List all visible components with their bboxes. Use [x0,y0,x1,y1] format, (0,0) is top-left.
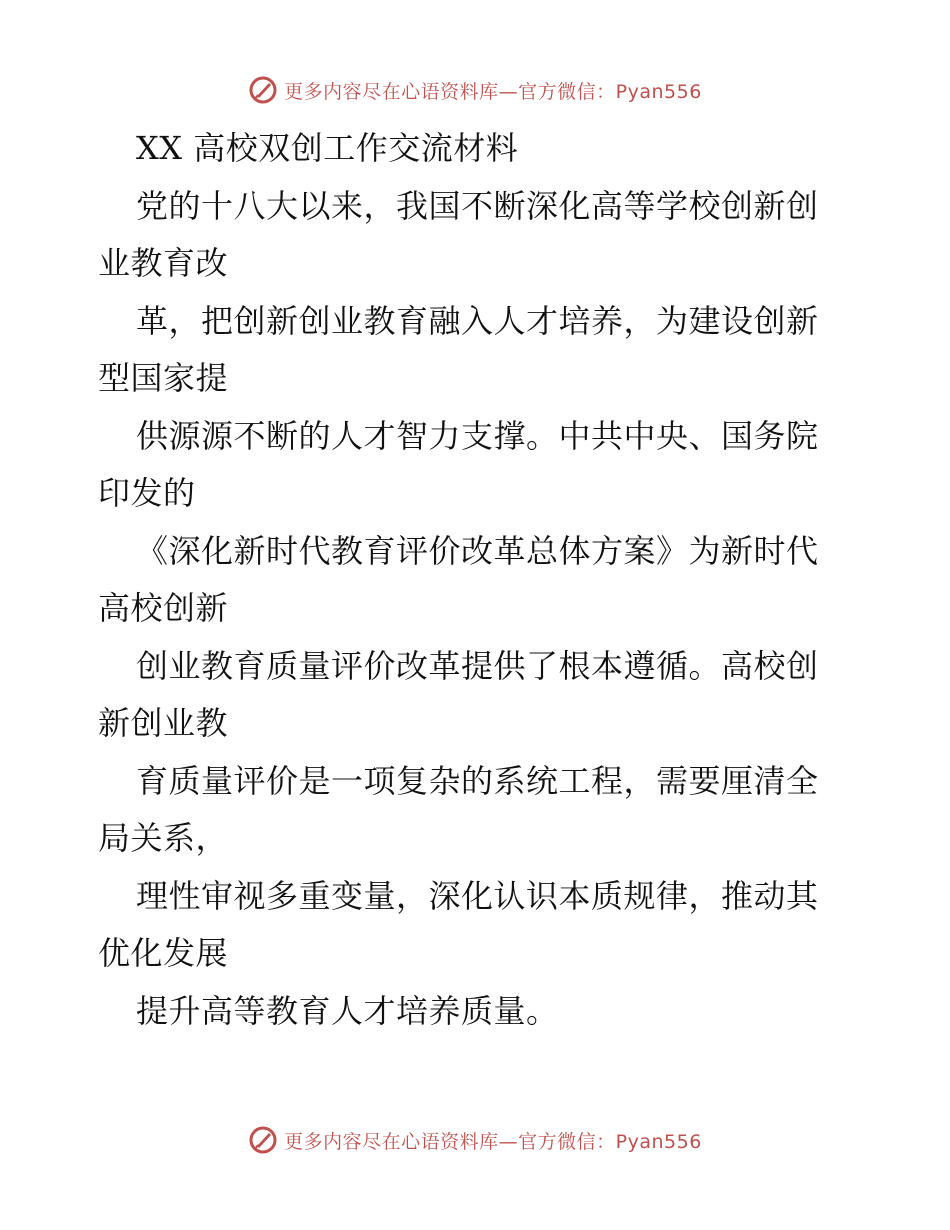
footer-banner [0,1120,950,1160]
document-line: 高校创新 [98,589,229,627]
document-line: 提升高等教育人才培养质量。 [136,991,559,1030]
document-title: XX 高校双创工作交流材料 [136,129,519,167]
document-line: 创业教育质量评价改革提供了根本遵循。高校创 [136,646,819,685]
footer-banner-text: 更多内容尽在心语资料库—官方微信：Pyan556 [284,1130,702,1153]
document-line: 业教育改 [98,244,229,282]
document-line: 党的十八大以来，我国不断深化高等学校创新创 [136,186,819,225]
quill-seal-icon [248,75,278,105]
document-line: 革，把创新创业教育融入人才培养，为建设创新 [136,301,819,340]
document-line: 新创业教 [98,704,229,742]
document-line: 育质量评价是一项复杂的系统工程，需要厘清全 [136,761,819,800]
document-line: 理性审视多重变量，深化认识本质规律，推动其 [136,876,819,915]
document-line: 优化发展 [98,934,229,972]
document-line: 印发的 [98,474,196,512]
quill-seal-icon [248,1125,278,1155]
document-line: 《深化新时代教育评价改革总体方案》为新时代 [136,531,819,570]
header-banner-text: 更多内容尽在心语资料库—官方微信：Pyan556 [284,80,702,103]
header-banner [0,70,950,110]
document-line: 供源源不断的人才智力支撑。中共中央、国务院 [136,416,819,455]
document-line: 型国家提 [98,359,229,397]
document-body [98,120,858,1040]
document-line: 局关系， [98,819,229,857]
